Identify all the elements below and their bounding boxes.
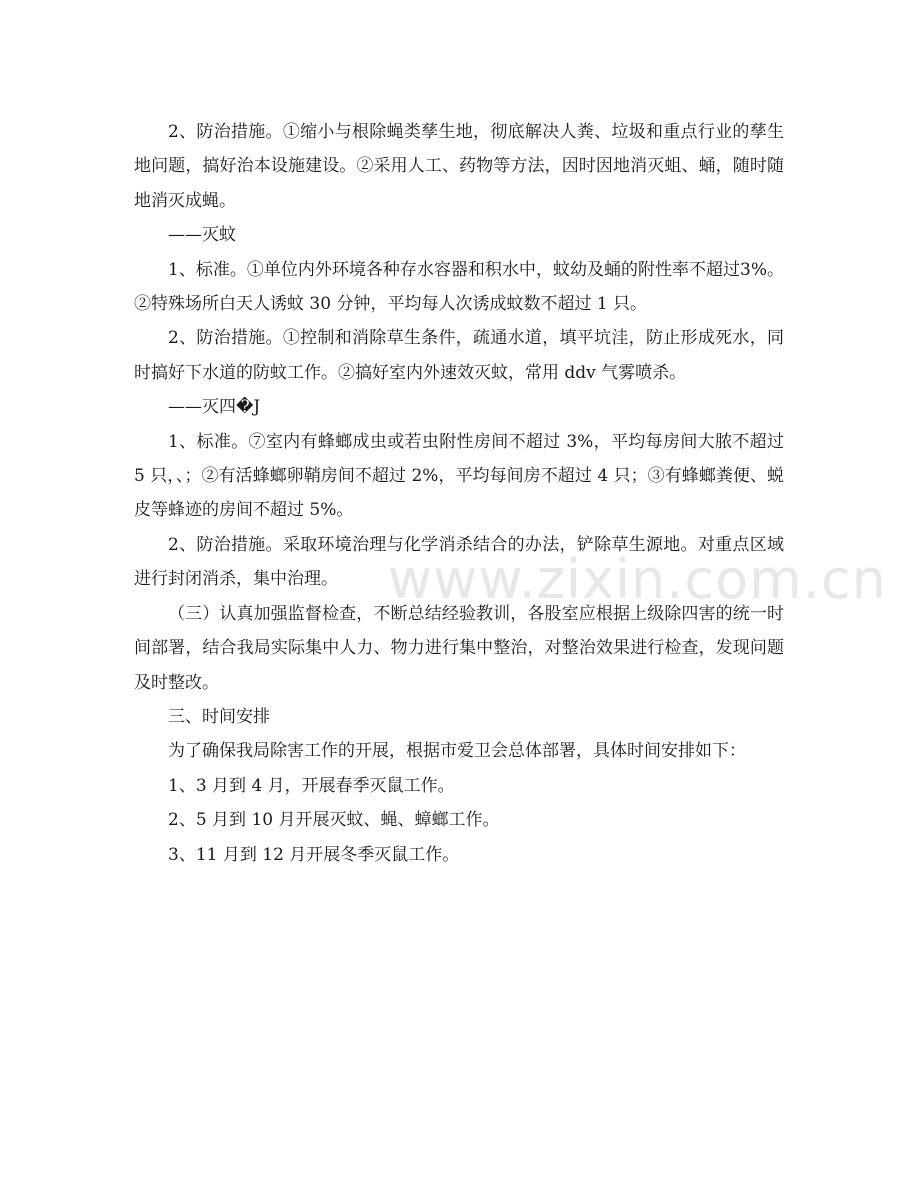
- schedule-item-2: 2、5 月到 10 月开展灭蚊、蝇、蟑螂工作。: [168, 810, 500, 831]
- schedule-item-1: 1、3 月到 4 月，开展春季灭鼠工作。: [168, 775, 455, 796]
- paragraph-schedule-intro: 为了确保我局除害工作的开展，根据市爱卫会总体部署，具体时间安排如下：: [168, 741, 746, 762]
- paragraph-fly-measures: 2、防治措施。①缩小与根除蝇类孳生地，彻底解决人粪、垃圾和重点行业的孳生地问题，搞好治本设施建设。②采用人工、药物等方法，因时因地消灭蛆、蛹，随时随地消灭成蝇。: [134, 122, 784, 211]
- watermark: www.zixin.com.cn: [388, 548, 887, 611]
- heading-schedule: 三、时间安排: [168, 706, 270, 727]
- paragraph-mosquito-standard: 1、标准。①单位内外环境各种存水容器和积水中，蚊幼及蛹的附性率不超过3%。②特殊场所白天人诱蚊 30 分钟，平均每人次诱成蚊数不超过 1 只。: [134, 259, 784, 315]
- paragraph-cockroach-measures: 2、防治措施。采取环境治理与化学消杀结合的办法，铲除草生源地。对重点区域进行封闭消杀，集中治理。: [134, 534, 784, 590]
- paragraph-mosquito-measures: 2、防治措施。①控制和消除草生条件，疏通水道，填平坑洼，防止形成死水，同时搞好下水道的防蚊工作。②搞好室内外速效灭蚊，常用 ddv 气雾喷杀。: [134, 328, 784, 383]
- schedule-item-3: 3、11 月到 12 月开展冬季灭鼠工作。: [168, 844, 460, 865]
- heading-mosquito: ——灭蚊: [168, 225, 236, 246]
- paragraph-supervision: （三）认真加强监督检查，不断总结经验教训，各股室应根据上级除四害的统一时间部署，结合我局实际集中人力、物力进行集中整治，对整治效果进行检查，发现问题及时整改。: [134, 603, 784, 693]
- paragraph-cockroach-standard: 1、标准。⑦室内有蜂螂成虫或若虫附性房间不超过 3%，平均每房间大脓不超过 5 只，、；②有活蜂螂卵鞘房间不超过 2%，平均每间房不超过 4 只；③有蜂螂粪便、蜕皮等蜂迹的房间不超过 5%。: [134, 431, 784, 521]
- heading-cockroach: ——灭四�J: [168, 397, 261, 418]
- document-body: [134, 115, 784, 872]
